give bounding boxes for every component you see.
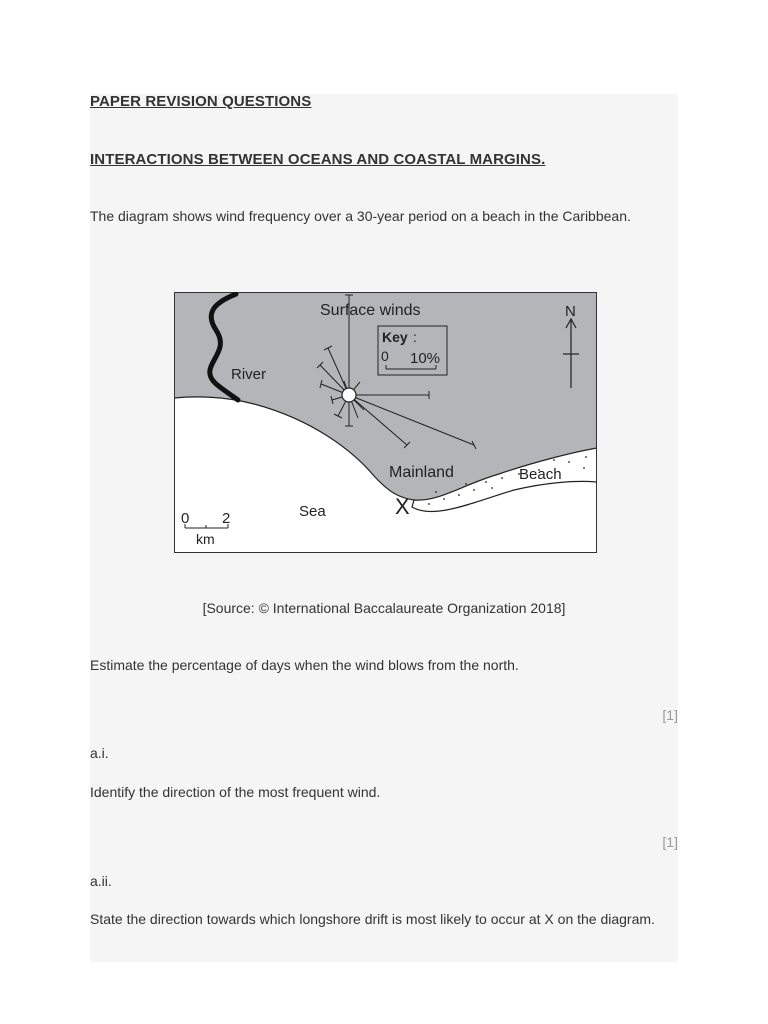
mainland-label: Mainland [389, 464, 454, 481]
beach-label: Beach [519, 466, 562, 483]
question-1-text: Estimate the percentage of days when the wind blows from the north. [90, 657, 519, 673]
question-ai-label: a.i. [90, 745, 109, 761]
question-ai-marks: [1] [662, 834, 678, 850]
section-title: INTERACTIONS BETWEEN OCEANS AND COASTAL MARGINS. [90, 151, 546, 168]
river-label: River [231, 366, 267, 383]
key-max: 10% [410, 350, 441, 367]
key-min: 0 [381, 348, 389, 364]
scale-min: 0 [181, 510, 190, 527]
key-colon: : [413, 329, 417, 345]
source-citation: [Source: © International Baccalaureate Organization 2018] [202, 600, 566, 616]
scale-unit: km [196, 531, 215, 547]
surface-winds-label: Surface winds [320, 302, 421, 319]
key-label: Key [382, 329, 408, 345]
question-ai-text: Identify the direction of the most frequent wind. [90, 784, 381, 800]
page-title: PAPER REVISION QUESTIONS [90, 93, 312, 110]
question-aii-text: State the direction towards which longshore drift is most likely to occur at X on the diagram. [90, 911, 655, 927]
scale-max: 2 [222, 510, 231, 527]
sea-label: Sea [299, 503, 326, 520]
question-aii-label: a.ii. [90, 873, 112, 889]
question-1-marks: [1] [662, 707, 678, 723]
intro-text: The diagram shows wind frequency over a 30-year period on a beach in the Caribbean. [90, 208, 631, 224]
x-marker: X [395, 494, 410, 519]
north-label: N [565, 303, 576, 320]
wind-rose-center [342, 388, 356, 402]
wind-rose-diagram [174, 292, 597, 553]
